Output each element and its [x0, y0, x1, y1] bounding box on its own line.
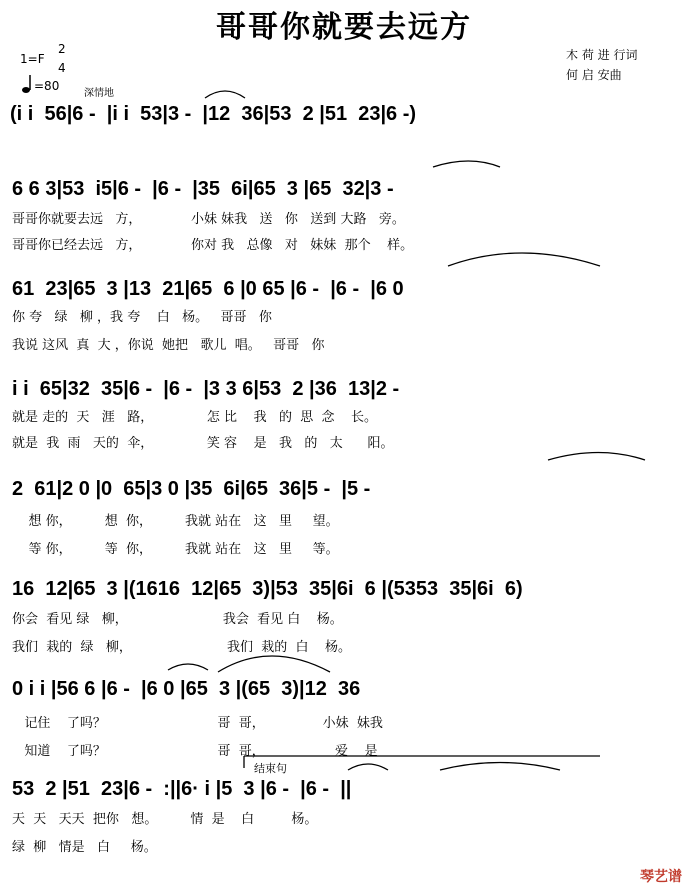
- time-signature-bottom: 4: [58, 61, 66, 75]
- lyric-line: 就是 我 雨 天的 伞， 笑 容 是 我 的 太 阳。: [12, 436, 394, 451]
- score-row-notes: 6 6 3|53 i5|6 - |6 - |35 6i|65 3 |65 32|3 -: [12, 178, 394, 200]
- lyric-line: 我们 栽的 绿 柳， 我们 栽的 白 杨。: [12, 640, 352, 655]
- score-row-notes: 61 23|65 3 |13 21|65 6 |0 65 |6 - |6 - |6 0: [12, 278, 404, 300]
- lyric-line: 等 你， 等 你， 我就 站在 这 里 等。: [12, 542, 339, 557]
- lyric-line: 记住 了吗？ 哥 哥， 小妹 妹我: [12, 716, 383, 731]
- time-signature-top: 2: [58, 42, 66, 56]
- lyricist-credit: 木 荷 进 行词: [566, 48, 638, 62]
- score-row-notes: 0 i i |56 6 |6 - |6 0 |65 3 |(65 3)|12 36: [12, 678, 361, 700]
- score-row-notes: (i i 56|6 - |i i 53|3 - |12 36|53 2 |51 23|6 -): [10, 103, 417, 125]
- tempo-marking: =80: [34, 79, 60, 93]
- lyric-line: 绿 柳 情是 白 杨。: [12, 840, 157, 855]
- score-row-notes: 2 61|2 0 |0 65|3 0 |35 6i|65 36|5 - |5 -: [12, 478, 371, 500]
- coda-label: 结束句: [254, 762, 287, 775]
- lyric-line: 知道 了吗？ 哥 哥， 爱 是: [12, 744, 378, 759]
- expression-marking: 深情地: [84, 88, 114, 99]
- watermark-logo: 琴艺谱: [640, 869, 682, 885]
- lyric-line: 你 夸 绿 柳 ，我 夸 白 杨。 哥哥 你: [12, 310, 272, 325]
- score-row-notes: i i 65|32 35|6 - |6 - |3 3 6|53 2 |36 13|2 -: [12, 378, 400, 400]
- composer-credit: 何 启 安曲: [566, 68, 622, 82]
- lyric-line: 你会 看见 绿 柳， 我会 看见 白 杨。: [12, 612, 343, 627]
- score-row-notes: 53 2 |51 23|6 - :||6· i |5 3 |6 - |6 - ||: [12, 778, 352, 800]
- page-title: 哥哥你就要去远方: [216, 10, 472, 45]
- key-signature: 1=F: [20, 52, 45, 66]
- lyric-line: 我说 这风 真 大 ，你说 她把 歌儿 唱。 哥哥 你: [12, 338, 325, 353]
- lyric-line: 天 天 天天 把你 想。 情 是 白 杨。: [12, 812, 318, 827]
- lyric-line: 哥哥你就要去远 方， 小妹 妹我 送 你 送到 大路 旁。: [12, 212, 405, 227]
- lyric-line: 就是 走的 天 涯 路， 怎 比 我 的 思 念 长。: [12, 410, 378, 425]
- score-row-notes: 16 12|65 3 |(1616 12|65 3)|53 35|6i 6 |(5353 35|6i 6): [12, 578, 523, 600]
- lyric-line: 想 你， 想 你， 我就 站在 这 里 望。: [12, 514, 339, 529]
- lyric-line: 哥哥你已经去远 方， 你对 我 总像 对 妹妹 那个 样。: [12, 238, 414, 253]
